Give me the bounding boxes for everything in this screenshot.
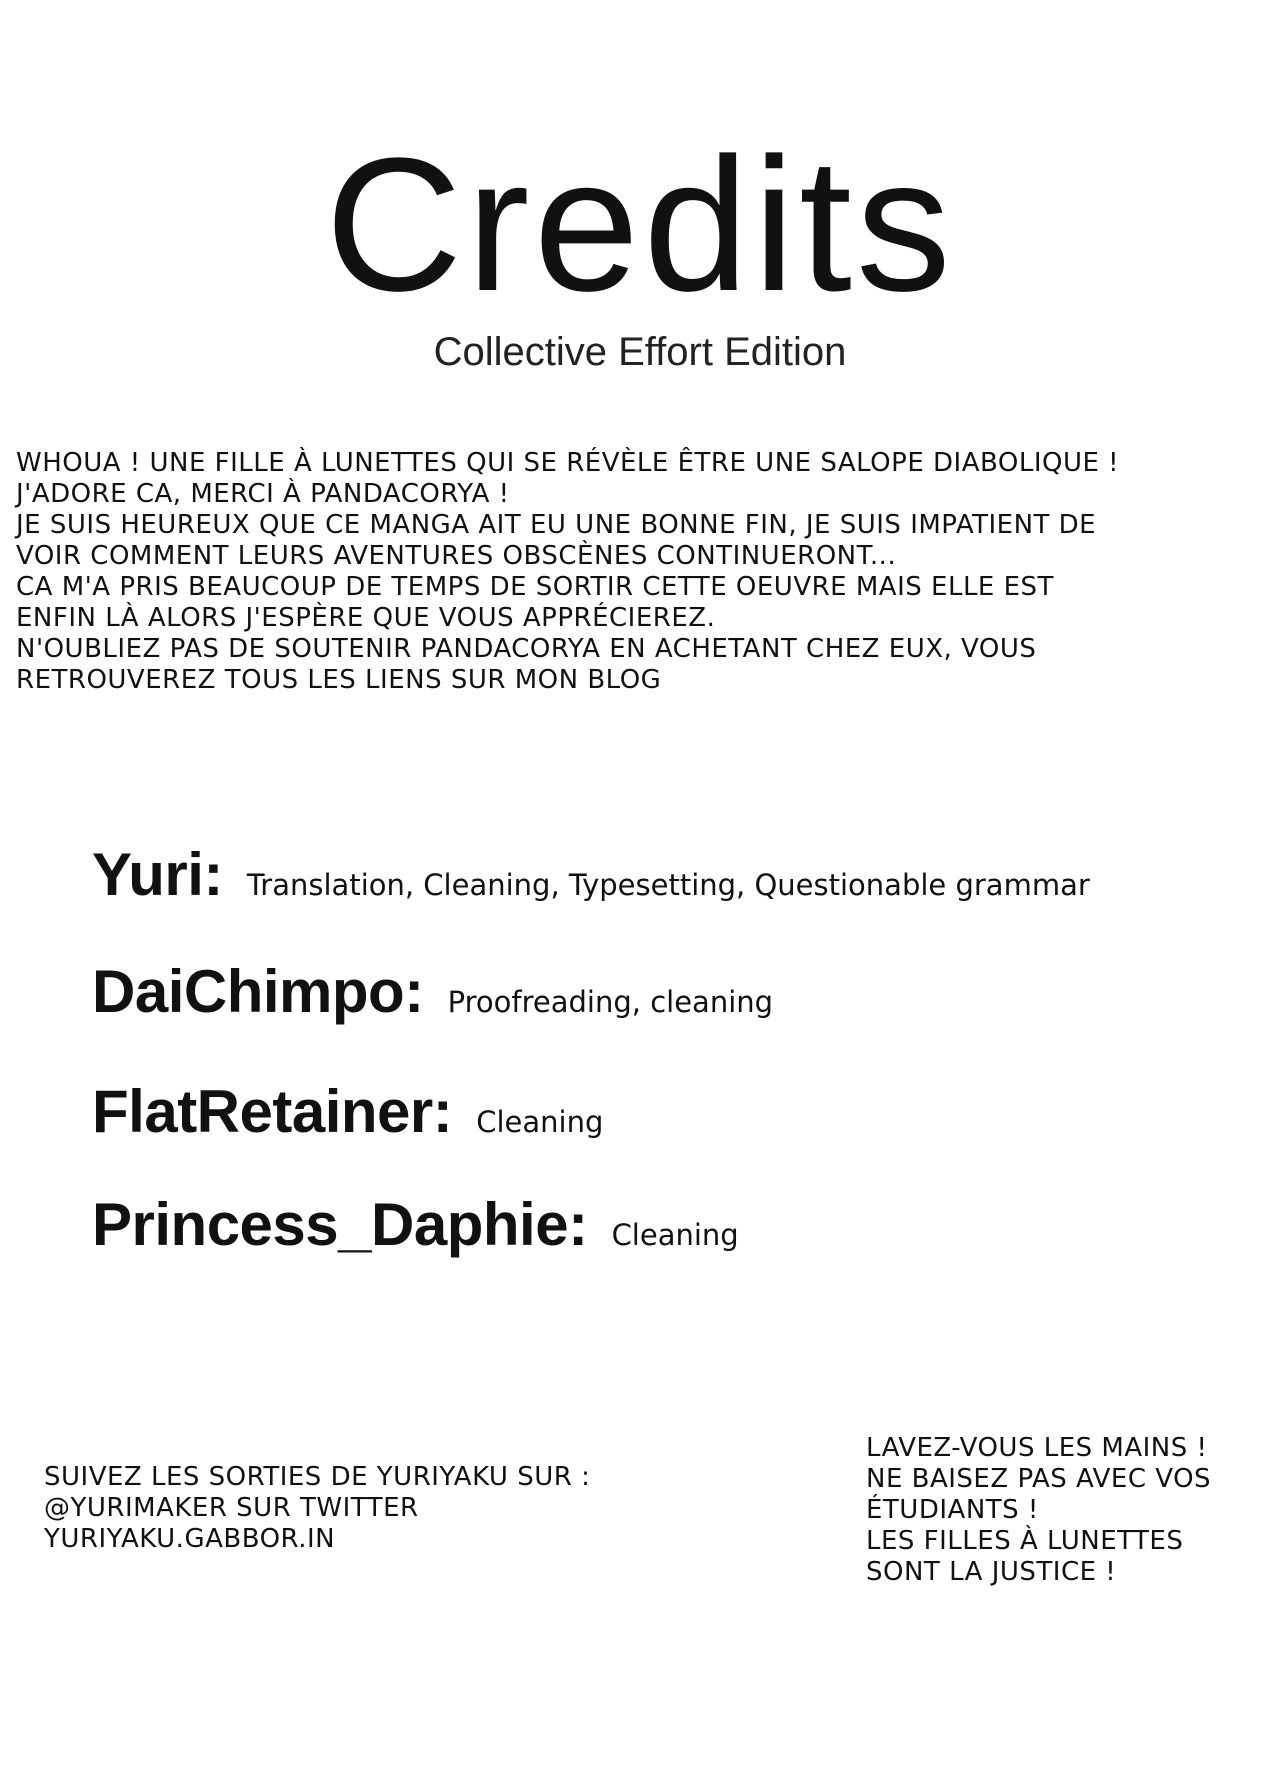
credit-role: Cleaning: [611, 1218, 739, 1252]
message-line: RETROUVEREZ TOUS LES LIENS SUR MON BLOG: [16, 665, 662, 695]
translator-message: [16, 448, 1266, 696]
credit-entry-yuri: [92, 841, 1090, 908]
closing-line: NE BAISEZ PAS AVEC VOS: [866, 1464, 1212, 1494]
closing-line: LES FILLES À LUNETTES: [866, 1526, 1184, 1556]
message-line: WHOUA ! UNE FILLE À LUNETTES QUI SE RÉVÈLE ÊTRE UNE SALOPE DIABOLIQUE !: [16, 448, 1120, 478]
closing-line: LAVEZ-VOUS LES MAINS !: [866, 1433, 1208, 1463]
page-subtitle: Collective Effort Edition: [433, 330, 847, 374]
credit-entry-princess-daphie: [92, 1191, 739, 1258]
credit-role: Proofreading, cleaning: [447, 985, 774, 1019]
credit-role: Translation, Cleaning, Typesetting, Questionable grammar: [246, 868, 1090, 902]
credit-name: DaiChimpo:: [92, 958, 424, 1025]
message-line: VOIR COMMENT LEURS AVENTURES OBSCÈNES CONTINUERONT...: [16, 541, 897, 571]
follow-line: YURIYAKU.GABBOR.IN: [44, 1524, 336, 1554]
follow-line: SUIVEZ LES SORTIES DE YURIYAKU SUR :: [44, 1462, 591, 1492]
credit-entry-daichimpo: [92, 958, 774, 1025]
closing-line: SONT LA JUSTICE !: [866, 1557, 1117, 1587]
credit-entry-flatretainer: [92, 1078, 604, 1145]
closing-line: ÉTUDIANTS !: [866, 1495, 1039, 1525]
page-title: Credits: [325, 119, 955, 331]
message-line: JE SUIS HEUREUX QUE CE MANGA AIT EU UNE BONNE FIN, JE SUIS IMPATIENT DE: [16, 510, 1097, 540]
closing-note: [866, 1433, 1266, 1588]
credit-name: FlatRetainer:: [92, 1078, 453, 1145]
message-line: ENFIN LÀ ALORS J'ESPÈRE QUE VOUS APPRÉCIEREZ.: [16, 603, 716, 633]
follow-line: @YURIMAKER SUR TWITTER: [44, 1493, 419, 1523]
credit-role: Cleaning: [476, 1105, 604, 1139]
follow-info: [44, 1462, 704, 1555]
message-line: J'ADORE CA, MERCI À PANDACORYA !: [16, 479, 510, 509]
message-line: N'OUBLIEZ PAS DE SOUTENIR PANDACORYA EN ACHETANT CHEZ EUX, VOUS: [16, 634, 1037, 664]
credit-name: Yuri:: [92, 841, 223, 908]
message-line: CA M'A PRIS BEAUCOUP DE TEMPS DE SORTIR CETTE OEUVRE MAIS ELLE EST: [16, 572, 1054, 602]
credit-name: Princess_Daphie:: [92, 1191, 588, 1258]
